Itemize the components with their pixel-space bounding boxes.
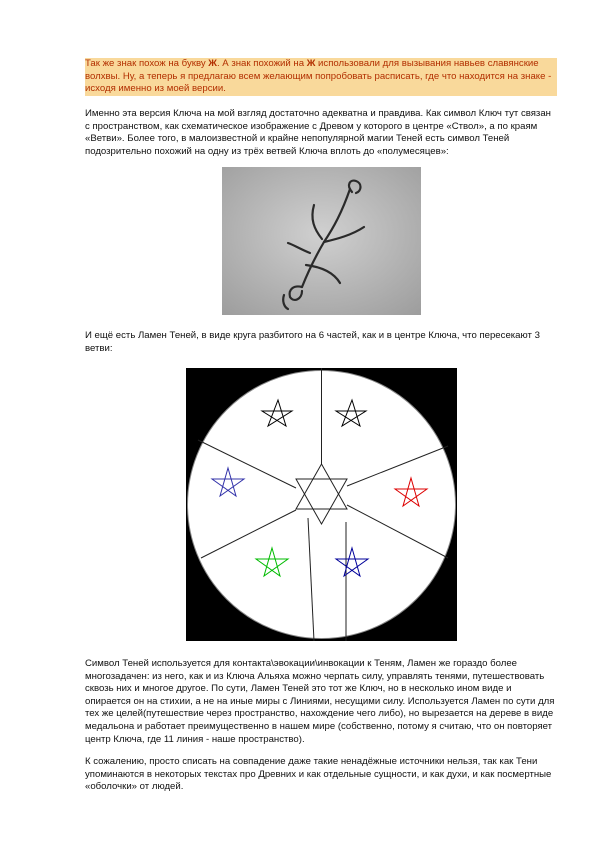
paragraph-lamen-intro: И ещё есть Ламен Теней, в виде круга разбитого на 6 частей, как и в центре Ключа, что пересекают 3 ветви: <box>85 330 540 354</box>
shadow-symbol-photo <box>222 167 421 315</box>
paragraph-conclusion: К сожалению, просто списать на совпадение даже такие ненадёжные источники нельзя, так как Тени упоминаются в некоторых текстах про Древних и как отдельные сущности, и как духи, и как посмертные «оболочки» от людей. <box>85 756 552 793</box>
highlighted-note <box>85 58 557 96</box>
highlight-line-1: Так же знак похож на букву Ж. А знак похожий на Ж использовали для вызывания навьев славянские волхвы. <box>85 58 539 82</box>
paragraph-key-version: Именно эта версия Ключа на мой взгляд достаточно адекватна и правдива. Как символ Ключ тут связан с пространством, как схематическое изображение с Древом у которого в центре «Ствол», а по краям «Ветви». Более того, в малоизвестной и крайне непопулярной магии Теней есть символ Теней подозрительно похожий на одну из трёх ветвей Ключа вплоть до «полумесяцев»: <box>85 108 551 157</box>
paragraph-shadow-symbol-usage: Символ Теней используется для контакта\эвокации\инвокации к Теням, Ламен же гораздо более многозадачен: из него, как и из Ключа Альяха можно черпать силу, управлять тенями, путешествовать сквозь них и многое другое. По сути, Ламен Теней это тот же Ключ, но в несколько ином виде и опирается он на стихии, а не на иные миры с Линиями, несущими силу. Используется Ламен по сути для тех же целей(путешествие через пространство, нахождение чего либо), но вырезается на дереве в виде медальона и работает преимущественно в нашем мире (собственно, потому я считаю, что он повторяет центр Ключа, где 11 линия - наше пространство). <box>85 658 555 745</box>
highlight-line-2: Ну, а теперь я предлагаю всем желающим попробовать расписать, где что находится на знаке - исходя именно из моей версии. <box>85 70 552 95</box>
lamen-of-shadows-diagram <box>186 368 457 641</box>
